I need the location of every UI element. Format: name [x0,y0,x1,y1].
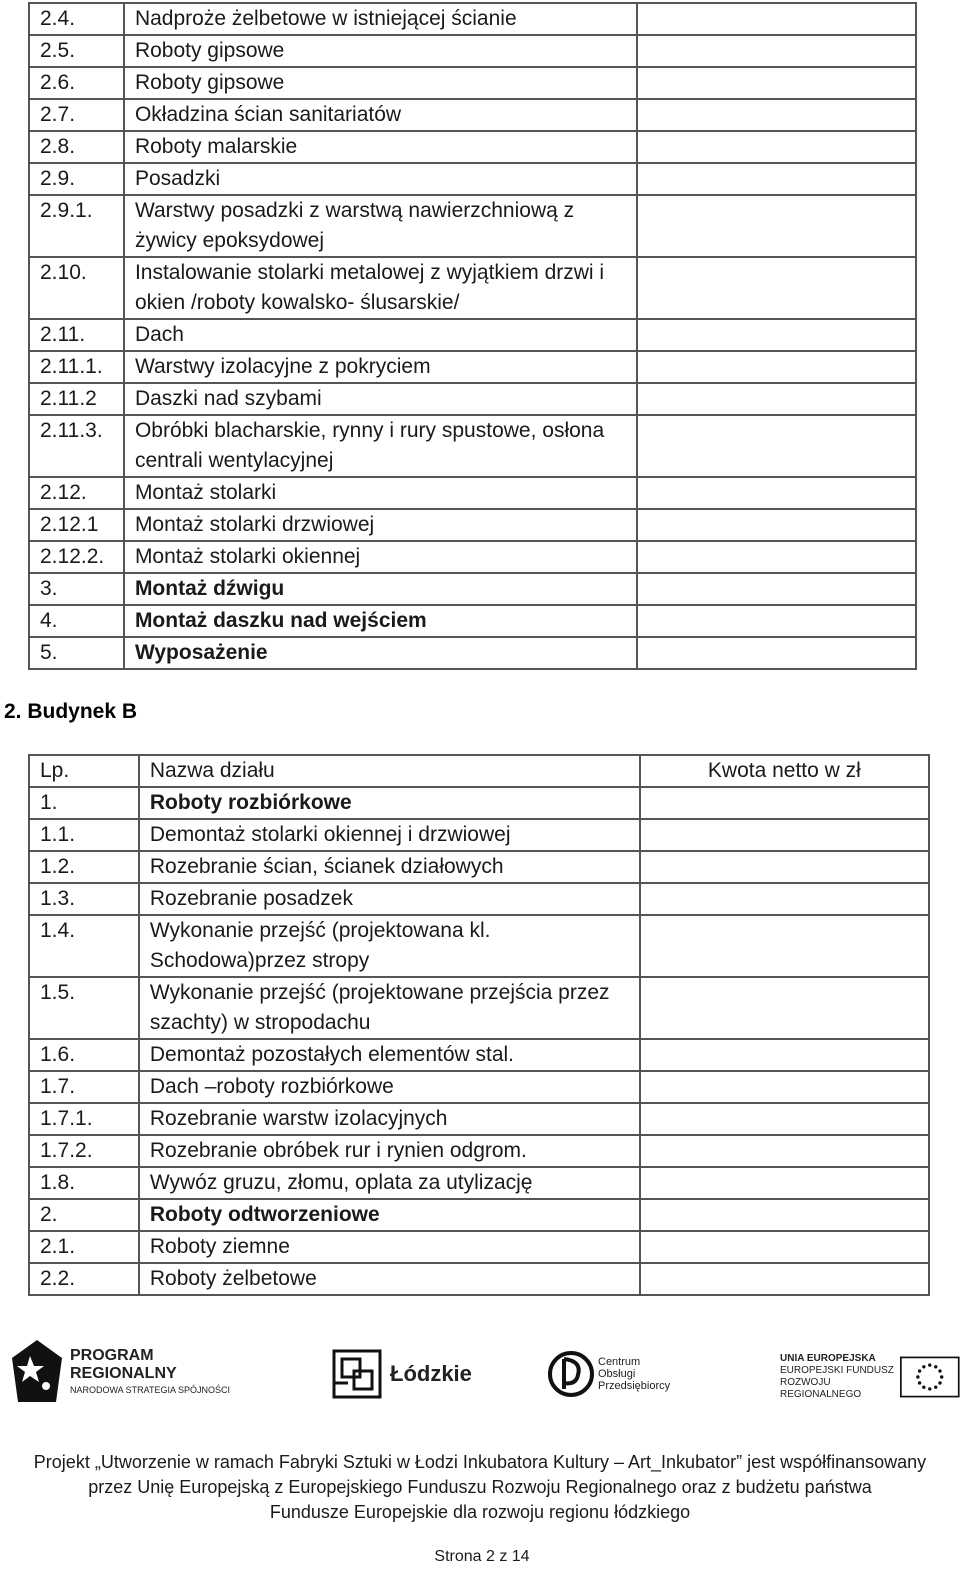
row-amount [640,1135,929,1167]
table-row [29,319,916,351]
table-row [29,1167,929,1199]
table-row [29,477,916,509]
row-name: Wykonanie przejść (projektowana kl. Schodowa)przez stropy [139,915,640,977]
footer-line2: przez Unię Europejską z Europejskiego Funduszu Rozwoju Regionalnego oraz z budżetu państwa [88,1477,872,1497]
table-row [29,195,916,257]
table-row [29,67,916,99]
row-lp: 1.6. [29,1039,139,1071]
table-row [29,915,929,977]
row-name: Okładzina ścian sanitariatów [124,99,637,131]
row-amount [637,605,916,637]
row-amount [637,637,916,669]
row-name: Rozebranie posadzek [139,883,640,915]
row-name: Demontaż pozostałych elementów stal. [139,1039,640,1071]
row-lp: 3. [29,573,124,605]
row-name: Dach [124,319,637,351]
table-row [29,163,916,195]
table-row [29,787,929,819]
table-row [29,819,929,851]
table-row [29,131,916,163]
page-number: Strona 2 z 14 [434,1548,530,1565]
table-row [29,1199,929,1231]
row-name: Daszki nad szybami [124,383,637,415]
table-row [29,351,916,383]
row-amount [640,883,929,915]
row-amount [637,195,916,257]
row-amount [637,35,916,67]
row-amount [637,509,916,541]
row-amount [637,3,916,35]
header-name: Nazwa działu [139,755,640,787]
program-line1: PROGRAM [70,1346,154,1364]
table-row [29,605,916,637]
row-amount [640,851,929,883]
row-lp: 2.12.1 [29,509,124,541]
row-lp: 4. [29,605,124,637]
program-regionalny-emblem-icon [12,1340,62,1402]
table-row [29,851,929,883]
table-row [29,573,916,605]
header-lp: Lp. [29,755,139,787]
row-lp: 1.1. [29,819,139,851]
table-row [29,977,929,1039]
row-amount [640,787,929,819]
row-lp: 2.9.1. [29,195,124,257]
program-regionalny-logo [12,1340,230,1402]
row-lp: 1.7.2. [29,1135,139,1167]
row-lp: 2.11.3. [29,415,124,477]
row-name: Warstwy posadzki z warstwą nawierzchniową z żywicy epoksydowej [124,195,637,257]
row-name: Montaż stolarki [124,477,637,509]
row-amount [637,319,916,351]
row-amount [640,915,929,977]
row-amount [640,1263,929,1295]
row-lp: 2.12.2. [29,541,124,573]
row-lp: 2.9. [29,163,124,195]
eu-flag-icon [900,1353,960,1401]
program-line2: REGIONALNY [70,1364,177,1382]
eu-logo [780,1353,960,1401]
row-amount [637,351,916,383]
logo-bar [0,1335,960,1415]
row-amount [640,1103,929,1135]
footer-line1: Projekt „Utworzenie w ramach Fabryki Sztuki w Łodzi Inkubatora Kultury – Art_Inkubator” jest współfinansowany [33,1452,927,1472]
table-row [29,1263,929,1295]
row-amount [637,67,916,99]
row-amount [640,1039,929,1071]
eu-line1: UNIA EUROPEJSKA [780,1353,876,1364]
table-row [29,883,929,915]
table-row [29,257,916,319]
table-row [29,415,916,477]
table-row [29,99,916,131]
row-lp: 1.3. [29,883,139,915]
row-amount [637,477,916,509]
row-name: Dach –roboty rozbiórkowe [139,1071,640,1103]
row-name: Roboty odtworzeniowe [139,1199,640,1231]
row-name: Montaż dźwigu [124,573,637,605]
cost-table-a-body [29,3,916,669]
row-lp: 1.2. [29,851,139,883]
row-lp: 1.4. [29,915,139,977]
program-line3: NARODOWA STRATEGIA SPÓJNOŚCI [70,1384,231,1395]
row-name: Roboty gipsowe [124,35,637,67]
row-lp: 2.11.2 [29,383,124,415]
row-name: Montaż stolarki okiennej [124,541,637,573]
row-amount [640,819,929,851]
centrum-line1: Centrum [598,1356,641,1368]
row-name: Wywóz gruzu, złomu, oplata za utylizację [139,1167,640,1199]
table-row [29,1071,929,1103]
row-name: Demontaż stolarki okiennej i drzwiowej [139,819,640,851]
row-amount [637,131,916,163]
centrum-emblem-icon [548,1349,594,1399]
row-name: Posadzki [124,163,637,195]
row-lp: 1.7. [29,1071,139,1103]
row-name: Montaż daszku nad wejściem [124,605,637,637]
row-lp: 2.4. [29,3,124,35]
row-amount [640,977,929,1039]
row-name: Nadproże żelbetowe w istniejącej ścianie [124,3,637,35]
row-lp: 2.11.1. [29,351,124,383]
row-amount [640,1199,929,1231]
table-row [29,35,916,67]
row-name: Wyposażenie [124,637,637,669]
table-row [29,3,916,35]
row-name: Roboty rozbiórkowe [139,787,640,819]
section-heading: 2. Budynek B [4,700,138,723]
row-name: Instalowanie stolarki metalowej z wyjątkiem drzwi i okien /roboty kowalsko- ślusarskie/ [124,257,637,319]
table-row [29,1039,929,1071]
project-footer [0,1450,960,1525]
centrum-line3: Przedsiębiorcy [598,1380,671,1392]
table-row [29,383,916,415]
table-row [29,509,916,541]
row-amount [637,257,916,319]
row-name: Roboty ziemne [139,1231,640,1263]
row-name: Wykonanie przejść (projektowane przejścia przez szachty) w stropodachu [139,977,640,1039]
row-lp: 1.7.1. [29,1103,139,1135]
cost-table-building-b [28,754,930,1296]
row-lp: 2.10. [29,257,124,319]
row-amount [637,383,916,415]
row-lp: 2.5. [29,35,124,67]
row-name: Rozebranie obróbek rur i rynien odgrom. [139,1135,640,1167]
table-row [29,1231,929,1263]
row-amount [637,163,916,195]
row-name: Roboty gipsowe [124,67,637,99]
row-lp: 2.8. [29,131,124,163]
table-row [29,1103,929,1135]
cost-table-b-body [29,787,929,1295]
row-lp: 1. [29,787,139,819]
table-row [29,1135,929,1167]
lodzkie-text: Łódzkie [390,1361,472,1386]
row-name: Roboty malarskie [124,131,637,163]
table-row [29,541,916,573]
row-name: Rozebranie ścian, ścianek działowych [139,851,640,883]
centrum-obslugi-logo [548,1349,670,1399]
lodzkie-emblem-icon [332,1349,382,1399]
table-row [29,637,916,669]
centrum-line2: Obsługi [598,1368,636,1380]
row-lp: 2. [29,1199,139,1231]
row-lp: 2.7. [29,99,124,131]
row-lp: 2.11. [29,319,124,351]
row-lp: 5. [29,637,124,669]
eu-line2: EUROPEJSKI FUNDUSZ [780,1365,894,1376]
row-name: Obróbki blacharskie, rynny i rury spustowe, osłona centrali wentylacyjnej [124,415,637,477]
row-amount [637,541,916,573]
row-name: Montaż stolarki drzwiowej [124,509,637,541]
row-lp: 1.8. [29,1167,139,1199]
row-amount [640,1231,929,1263]
row-amount [640,1167,929,1199]
row-amount [640,1071,929,1103]
row-amount [637,573,916,605]
row-lp: 2.2. [29,1263,139,1295]
row-amount [637,99,916,131]
lodzkie-logo [332,1349,472,1399]
row-lp: 2.1. [29,1231,139,1263]
row-name: Roboty żelbetowe [139,1263,640,1295]
eu-line3: ROZWOJU REGIONALNEGO [780,1377,862,1400]
table-header-row [29,755,929,787]
row-name: Warstwy izolacyjne z pokryciem [124,351,637,383]
row-amount [637,415,916,477]
row-lp: 1.5. [29,977,139,1039]
row-lp: 2.12. [29,477,124,509]
row-name: Rozebranie warstw izolacyjnych [139,1103,640,1135]
cost-table-building-a [28,2,917,670]
row-lp: 2.6. [29,67,124,99]
header-amount: Kwota netto w zł [640,755,929,787]
footer-line3: Fundusze Europejskie dla rozwoju regionu łódzkiego [269,1502,691,1522]
